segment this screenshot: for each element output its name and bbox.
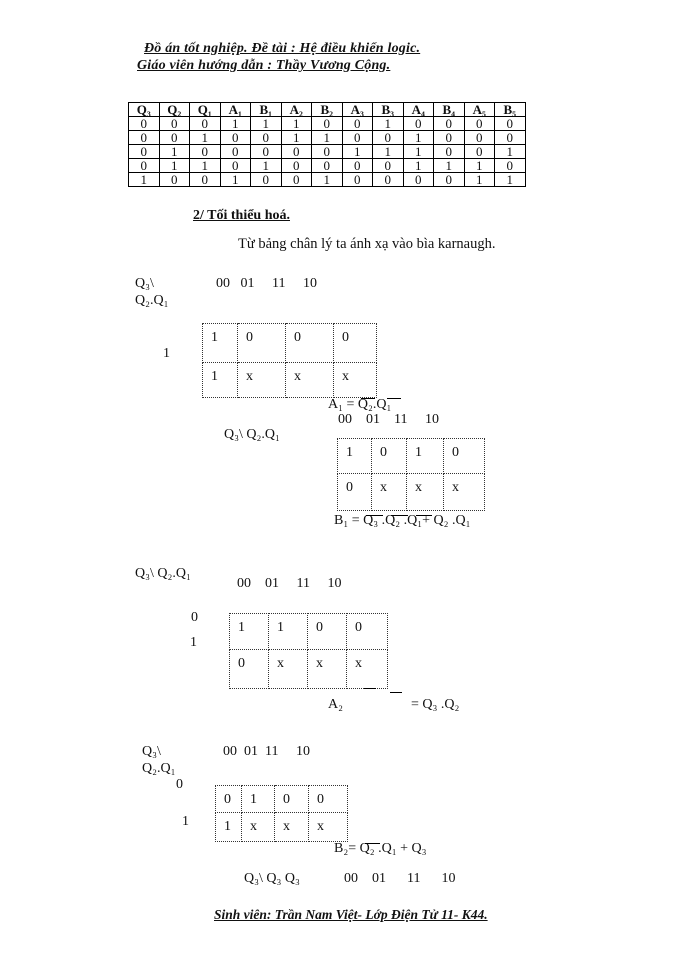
kmap4-grid xyxy=(215,785,348,842)
col-b3: B₃ xyxy=(373,103,404,117)
kmap-cell: x xyxy=(275,813,309,842)
truth-table-cell: 1 xyxy=(251,159,282,173)
truth-table-cell: 0 xyxy=(129,159,160,173)
truth-table-cell: 0 xyxy=(220,159,251,173)
truth-table-cell: 0 xyxy=(251,131,282,145)
truth-table-cell: 0 xyxy=(403,117,434,131)
truth-table-row xyxy=(129,117,526,131)
truth-table-cell: 0 xyxy=(342,131,373,145)
kmap4-col-headers: 00 01 11 10 xyxy=(223,744,310,759)
truth-table-cell: 1 xyxy=(373,117,404,131)
kmap4-corner-top: Q₃\ xyxy=(142,744,161,759)
col-a4: A₄ xyxy=(403,103,434,117)
truth-table-cell: 1 xyxy=(190,159,221,173)
header-line-2: Giáo viên hướng dẫn : Thầy Vương Cộng. xyxy=(137,58,391,73)
kmap-cell: 0 xyxy=(216,786,242,813)
col-a5: A₅ xyxy=(464,103,495,117)
truth-table-cell: 0 xyxy=(373,159,404,173)
kmap-cell: x xyxy=(238,363,286,398)
kmap-cell: x xyxy=(334,363,377,398)
kmap-cell: x xyxy=(444,474,485,511)
kmap1-row-label: 1 xyxy=(163,346,170,361)
overline xyxy=(366,515,383,516)
truth-table-cell: 0 xyxy=(159,117,190,131)
header-line-1: Đồ án tốt nghiệp. Đề tài : Hệ điều khiển logic. xyxy=(144,41,421,56)
truth-table-cell: 1 xyxy=(251,117,282,131)
section-title: 2/ Tối thiểu hoá. xyxy=(193,208,290,223)
truth-table-cell: 0 xyxy=(312,145,343,159)
truth-table-cell: 0 xyxy=(251,145,282,159)
kmap2-col-headers: 00 01 11 10 xyxy=(338,412,439,427)
truth-table-cell: 0 xyxy=(281,173,312,187)
col-q1: Q₁ xyxy=(190,103,221,117)
truth-table-row xyxy=(129,173,526,187)
truth-table-cell: 0 xyxy=(434,131,465,145)
truth-table-cell: 1 xyxy=(129,173,160,187)
truth-table-cell: 0 xyxy=(281,145,312,159)
truth-table-cell: 0 xyxy=(403,173,434,187)
kmap-cell: 0 xyxy=(334,324,377,363)
kmap4-row1-label: 1 xyxy=(182,814,189,829)
kmap1-corner-bottom: Q₂.Q₁ xyxy=(135,293,169,308)
kmap-cell: 0 xyxy=(286,324,334,363)
kmap-cell: x xyxy=(286,363,334,398)
truth-table-cell: 1 xyxy=(159,145,190,159)
kmap-cell: 1 xyxy=(216,813,242,842)
kmap-cell: x xyxy=(308,650,347,689)
truth-table-row xyxy=(129,145,526,159)
truth-table-cell: 0 xyxy=(373,131,404,145)
truth-table-cell: 1 xyxy=(495,173,526,187)
truth-table-cell: 0 xyxy=(373,173,404,187)
kmap-cell: 0 xyxy=(372,439,407,474)
kmap-cell: 1 xyxy=(407,439,444,474)
overline xyxy=(416,515,432,516)
kmap1-formula: A₁ = Q₂.Q₁ xyxy=(328,397,392,412)
kmap-cell: 0 xyxy=(347,614,388,650)
col-b1: B₁ xyxy=(251,103,282,117)
overline xyxy=(364,688,376,689)
kmap3-col-headers: 00 01 11 10 xyxy=(237,576,342,591)
truth-table-cell: 0 xyxy=(281,159,312,173)
col-b5: B₅ xyxy=(495,103,526,117)
kmap-cell: 1 xyxy=(269,614,308,650)
truth-table-cell: 0 xyxy=(312,117,343,131)
kmap-cell: 0 xyxy=(309,786,348,813)
kmap2-grid xyxy=(337,438,485,511)
kmap4-corner-bottom: Q₂.Q₁ xyxy=(142,761,176,776)
truth-table-cell: 1 xyxy=(403,159,434,173)
kmap-cell: x xyxy=(242,813,275,842)
kmap-cell: 1 xyxy=(203,363,238,398)
kmap5-corner: Q₃\ Q₃ Q₃ xyxy=(244,871,300,886)
overline xyxy=(390,692,402,693)
overline xyxy=(365,843,380,844)
kmap-cell: 0 xyxy=(308,614,347,650)
truth-table-cell: 1 xyxy=(312,173,343,187)
truth-table-cell: 1 xyxy=(281,131,312,145)
kmap3-grid xyxy=(229,613,388,689)
truth-table-cell: 1 xyxy=(190,131,221,145)
kmap-cell: 1 xyxy=(338,439,372,474)
truth-table-cell: 0 xyxy=(495,159,526,173)
overline xyxy=(391,515,408,516)
kmap4-row0-label: 0 xyxy=(176,777,183,792)
kmap-cell: 1 xyxy=(242,786,275,813)
truth-table-cell: 1 xyxy=(403,131,434,145)
truth-table-cell: 0 xyxy=(312,159,343,173)
truth-table-cell: 0 xyxy=(434,173,465,187)
truth-table-cell: 1 xyxy=(342,145,373,159)
kmap3-row1-label: 1 xyxy=(190,635,197,650)
truth-table-cell: 0 xyxy=(129,131,160,145)
truth-table-cell: 0 xyxy=(159,131,190,145)
truth-table-cell: 0 xyxy=(464,131,495,145)
kmap1-grid xyxy=(202,323,377,398)
kmap2-corner: Q₃\ Q₂.Q₁ xyxy=(224,427,280,442)
kmap-cell: 0 xyxy=(238,324,286,363)
truth-table-cell: 0 xyxy=(129,145,160,159)
kmap3-corner: Q₃\ Q₂.Q₁ xyxy=(135,566,191,581)
kmap1-col-headers: 00 01 11 10 xyxy=(216,276,317,291)
truth-table-cell: 1 xyxy=(159,159,190,173)
truth-table-row xyxy=(129,159,526,173)
truth-table-cell: 0 xyxy=(159,173,190,187)
truth-table-cell: 1 xyxy=(464,159,495,173)
col-a2: A₂ xyxy=(281,103,312,117)
kmap-cell: 0 xyxy=(444,439,485,474)
kmap-cell: 0 xyxy=(338,474,372,511)
kmap-cell: x xyxy=(407,474,444,511)
truth-table-cell: 0 xyxy=(464,117,495,131)
kmap1-corner-top: Q₃\ xyxy=(135,276,154,291)
truth-table-cell: 0 xyxy=(464,145,495,159)
truth-table-cell: 0 xyxy=(190,117,221,131)
col-b4: B₄ xyxy=(434,103,465,117)
truth-table-body xyxy=(129,117,526,187)
kmap3-formula-left: A₂ xyxy=(328,697,343,712)
truth-table-cell: 0 xyxy=(342,173,373,187)
truth-table-cell: 1 xyxy=(495,145,526,159)
truth-table-cell: 0 xyxy=(434,117,465,131)
kmap-cell: x xyxy=(269,650,308,689)
kmap-cell: 0 xyxy=(275,786,309,813)
truth-table-cell: 1 xyxy=(464,173,495,187)
overline xyxy=(361,398,375,399)
truth-table-cell: 1 xyxy=(312,131,343,145)
kmap5-col-headers: 00 01 11 10 xyxy=(344,871,456,886)
truth-table-cell: 0 xyxy=(342,159,373,173)
col-q2: Q₂ xyxy=(159,103,190,117)
col-a1: A₁ xyxy=(220,103,251,117)
section-intro: Từ bảng chân lý ta ánh xạ vào bìa karnaugh. xyxy=(238,236,496,252)
col-b2: B₂ xyxy=(312,103,343,117)
kmap-cell: 1 xyxy=(203,324,238,363)
col-a3: A₃ xyxy=(342,103,373,117)
kmap-cell: x xyxy=(372,474,407,511)
truth-table-cell: 1 xyxy=(434,159,465,173)
kmap-cell: x xyxy=(309,813,348,842)
truth-table-cell: 1 xyxy=(220,173,251,187)
kmap3-row0-label: 0 xyxy=(191,610,198,625)
truth-table-cell: 0 xyxy=(190,145,221,159)
overline xyxy=(387,398,401,399)
truth-table-header-row xyxy=(129,103,526,117)
col-q3: Q₃ xyxy=(129,103,160,117)
kmap2-formula: B₁ = Q₃ .Q₂ .Q₁+ Q₂ .Q₁ xyxy=(334,513,471,528)
kmap-cell: x xyxy=(347,650,388,689)
truth-table-cell: 0 xyxy=(342,117,373,131)
truth-table-cell: 1 xyxy=(281,117,312,131)
truth-table-cell: 0 xyxy=(495,131,526,145)
truth-table-cell: 0 xyxy=(129,117,160,131)
truth-table-cell: 0 xyxy=(220,131,251,145)
truth-table-cell: 0 xyxy=(220,145,251,159)
truth-table-cell: 1 xyxy=(373,145,404,159)
truth-table-cell: 1 xyxy=(403,145,434,159)
truth-table-cell: 0 xyxy=(495,117,526,131)
truth-table-cell: 0 xyxy=(251,173,282,187)
kmap4-formula: B₂= Q₂ .Q₁ + Q₃ xyxy=(334,841,427,856)
truth-table-cell: 0 xyxy=(190,173,221,187)
truth-table-row xyxy=(129,131,526,145)
kmap3-formula-right: = Q₃ .Q₂ xyxy=(411,697,460,712)
truth-table xyxy=(128,102,526,187)
footer-signature: Sinh viên: Trần Nam Việt- Lớp Điện Tử 11- K44. xyxy=(214,907,488,922)
kmap-cell: 1 xyxy=(230,614,269,650)
truth-table-cell: 1 xyxy=(220,117,251,131)
kmap-cell: 0 xyxy=(230,650,269,689)
truth-table-cell: 0 xyxy=(434,145,465,159)
